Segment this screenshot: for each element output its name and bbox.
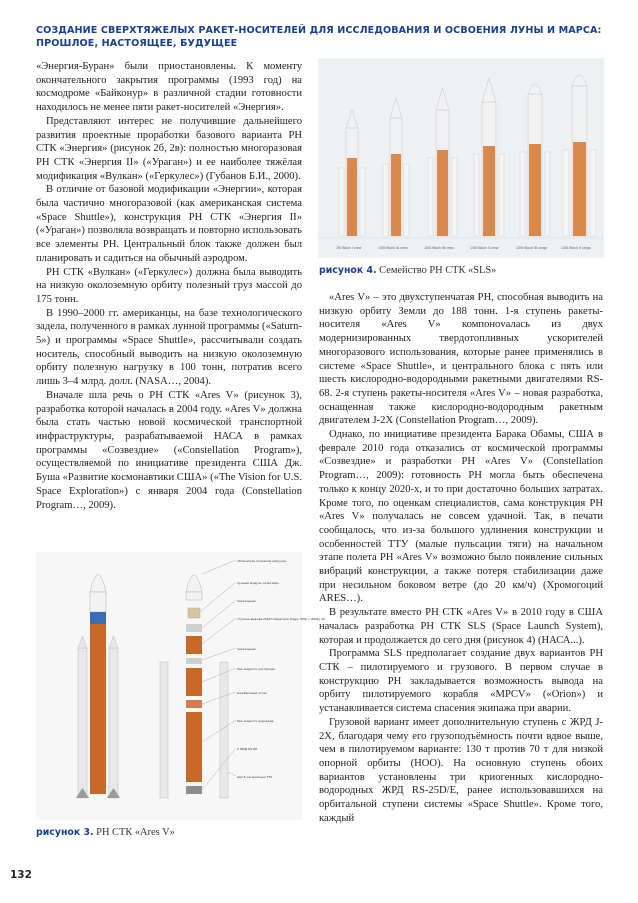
figure-4-label: рисунок 4. [319,265,377,276]
left-paragraph-6: Вначале шла речь о РН СТК «Ares V» (рисунок 3), разработка которой началась в 2004 году. «Ares V» должна была стать частью новой космической транспортной инфраструктуры, разрабатываемой НАСА в рамках программы «Созвездие» («Constellation Program»), осуществляемой по инициативе президента США Дж. Буша «Развитие космонавтики США» («The Vision for U.S. Space Exploration») с января 2004 года (Constellation Program…, 2009). [36,389,302,511]
figure-3-caption-text: РН СТК «Ares V» [93,827,175,838]
callout-7: межбаковый отсек [237,691,268,695]
right-paragraph-1: «Ares V» – это двухступенчатая РН, способная выводить на низкую орбиту Земли до 188 тонн. 1-я ступень ракеты-носителя «Ares V» компонovалась из двух модернизированных твердотопливных ускорителей многоразового использования, которые ранее применялись в системе «Space Shuttle», и центрального блока с пять или шесть кислородно-водородными ракетными двигателями RS-68. 2-я ступень ракеты-носителя «Ares V» – новая разработка, оснащенная также кислородно-водородным ракетным двигателем J-2X (Constellation Program…, 2009). [319,292,603,427]
callout-8: бак жидкого водорода [237,719,274,723]
figure-4-caption [319,264,496,277]
callout-6: бак жидкого кислорода [237,667,276,671]
left-paragraph-2: Представляют интерес не получившие дальнейшего развития проектные проработки базового варианта РН СТК «Энергия» (рисунок 2б, 2в): полностью многоразовая РН СТК «Энергия II» («Ураган») и ее наиболее тяжёлая модификация «Вулкан» («Геркулес») (Губанов Б.И., 2000). [36,115,302,182]
callout-5: переходник [237,647,256,651]
right-column [319,291,603,825]
running-head-line-1: СОЗДАНИЕ СВЕРХТЯЖЕЛЫХ РАКЕТ-НОСИТЕЛЕЙ ДЛЯ ИССЛЕДОВАНИЯ И ОСВОЕНИЯ ЛУНЫ И МАРСА: [36,25,602,36]
running-head-line-2: ПРОШЛОЕ, НАСТОЯЩЕЕ, БУДУЩЕЕ [36,37,238,49]
callout-2: лунный модуль «Альтаир» [237,581,280,585]
right-paragraph-3: В результате вместо РН СТК «Ares V» в 2010 году в США началась разработка РН СТК SLS (Space Launch System), которая и продолжается до сего дня (рисунок 4) (НАСА...). [319,607,603,646]
figure-4-caption-text: Семейство РН СТК «SLS» [376,265,497,276]
sls-label-1: 70t Block I crew [336,246,362,250]
sls-label-6: 130t Block II cargo [561,246,591,250]
ares-v-illustration [36,552,326,820]
figure-4-image [318,58,604,258]
callout-1: обтекатель полезной нагрузки [237,559,287,563]
sls-label-4: 130t Block II crew [470,246,499,250]
running-head [36,25,616,50]
left-column [36,60,302,512]
left-paragraph-5: В 1990–2000 гг. американцы, на базе технологического задела, полученного в рамках лунной программы («Saturn-5») и программы «Space Shuttle», рассчитывали создать носитель, способный выводить на низкую околоземную орбиту полезную нагрузку в 100 тонн, потратив всего лишь 3–4 млрд. долл. (NASA…, 2004). [36,307,302,388]
callout-4: ступень вывода (Earth Departure Stage, EDS) с ЖРД J-2X [237,617,326,621]
sls-label-5: 105t Block IB cargo [516,246,548,250]
right-paragraph-4: Программа SLS предполагает создание двух вариантов РН СТК – пилотируемого и грузового. В первом случае в конструкцию РН закладывается возможность вывода на орбиту пилотируемого корабля «MPCV» («Orion») и устанавливается система спасения экипажа при аварии. [319,648,603,715]
sls-label-2: 105t Block IA crew [378,246,408,250]
right-paragraph-2: Однако, по инициативе президента Барака Обамы, США в феврале 2010 года отказались от космической программы «Созвездие» и разработки РН «Ares V» (Constellation Program…, 2009): готовность РН могла быть обеспечена только к концу 2020-х, и то при достаточно больших затратах. Кроме того, по оценкам специалистов, сама конструкция РН «Ares V» получалась не совсем удачной. Так, в печати сообщалось, что из-за большого удлинения конструкции и особенностей ТТУ (малые пульсации тяги) на начальном этапе полета РН «Ares V» возможно было появление сильных вибраций конструкции, а также потеря стабилизации даже при несильном боковом ветре (до 20 км/ч) (Хромогоций ARES…). [319,429,603,605]
callout-3: переходник [237,599,256,603]
right-paragraph-5: Грузовой вариант имеет дополнительную ступень с ЖРД J-2X, благодаря чему его грузоподъёмность почти вдвое выше, чем в пилотируемом варианте: 130 т против 70 т для низкой опорной орбиты (НОО). На основную ступень обоих вариантов установлены три криогенных кислородно-водородных ЖРД RS-25D/E, ранее использовавшихся на орбитальной ступени системы «Space Shuttle». Кроме того, каждый [319,716,603,824]
sls-label-3: 105t Block IB crew [424,246,454,250]
page-number: 132 [10,869,32,881]
callout-10: два 5-сегментных ТТУ [237,775,273,779]
left-paragraph-4: РН СТК «Вулкан» («Геркулес») должна была выводить на низкую околоземную орбиту полезный груз массой до 175 тонн. [36,266,302,305]
left-paragraph-3: В отличие от базовой модификации «Энергии», которая была частично многоразовой (как американская система «Space Shuttle»), конструкция РН СТК «Энергия II» («Ураган») позволяла возвращать и повторно использовать все элементы РН. Центральный блок также должен был планировать и садиться на обычный аэродром. [36,184,302,264]
figure-3-image [36,552,326,820]
sls-family-illustration [318,58,604,258]
figure-3-caption [36,826,175,839]
left-paragraph-1: «Энергия-Буран» были приостановлены. К моменту окончательного закрытия программы (1993 год) на космодроме «Байконур» в различной стадии готовности находилось не менее пяти ракет-носителей «Энергия». [36,61,302,114]
callout-9: 5 ЖРД RS-68 [237,747,258,751]
figure-3-label: рисунок 3. [36,827,94,838]
